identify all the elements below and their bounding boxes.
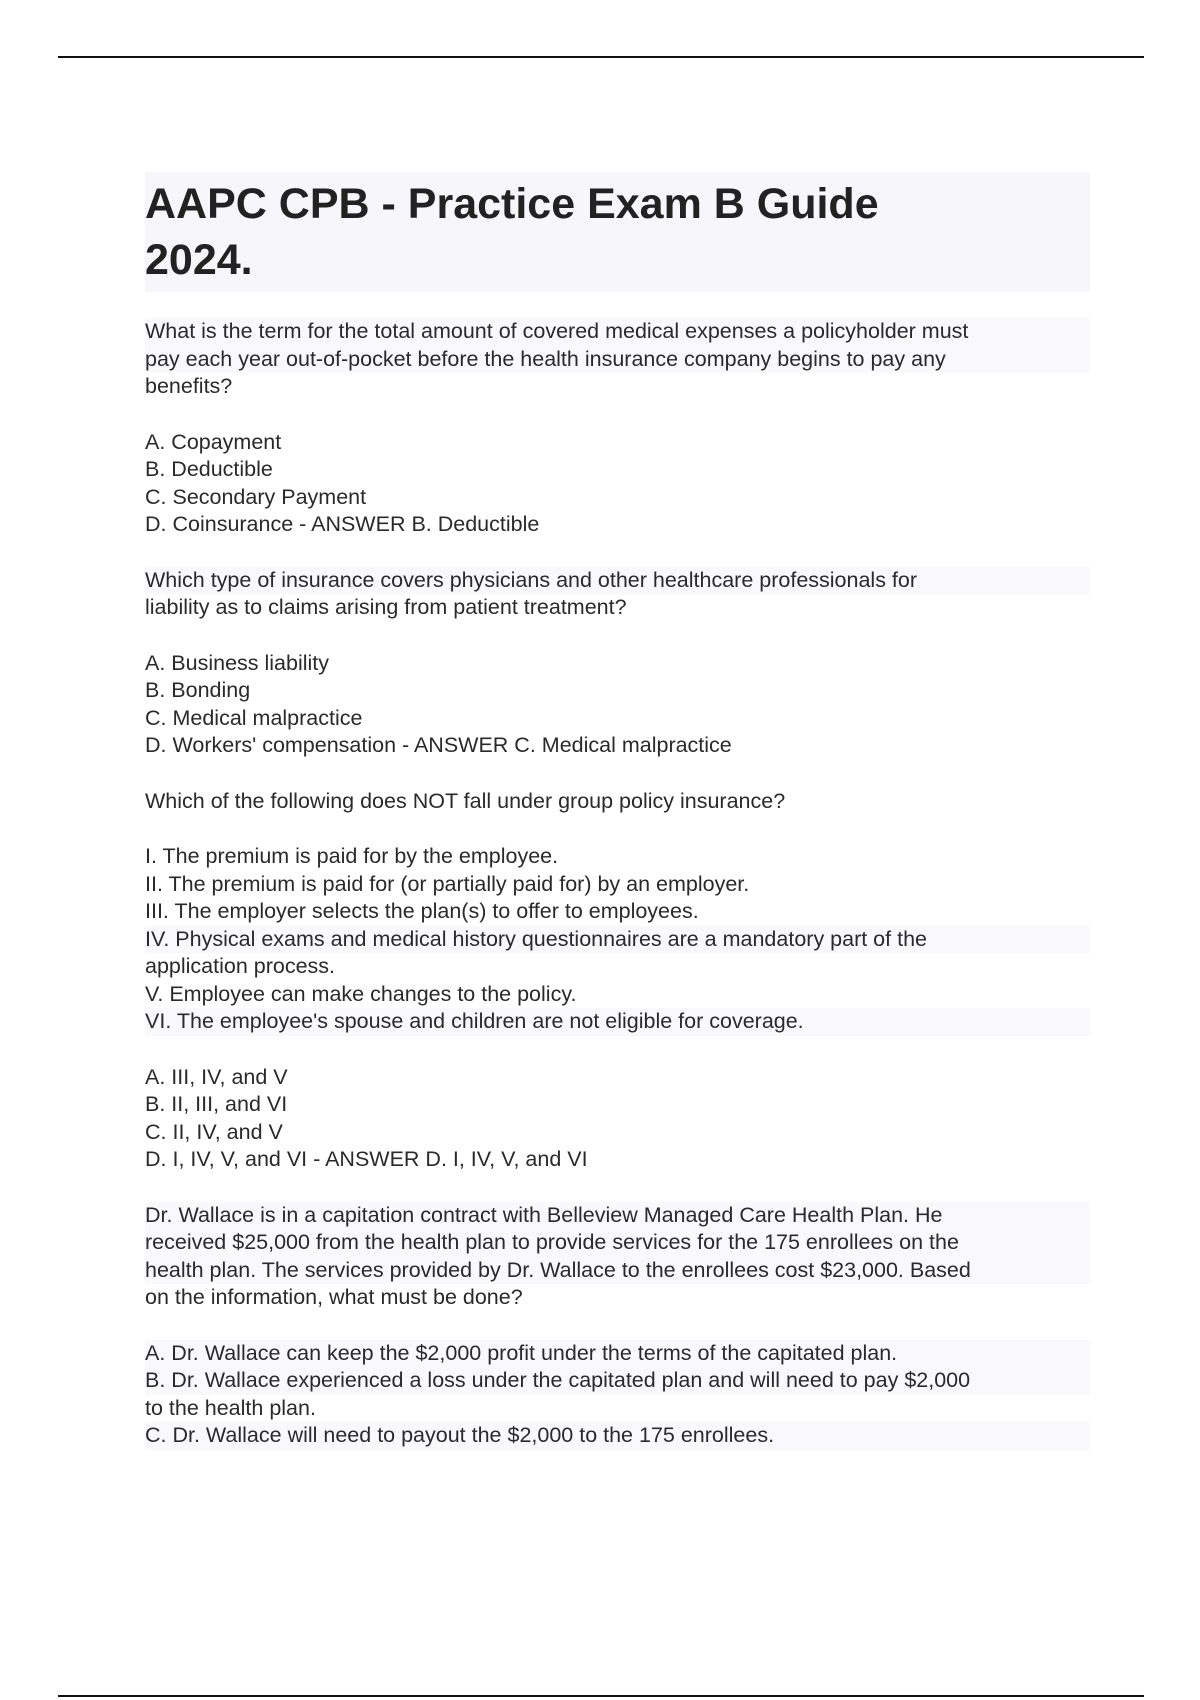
question-stem	[145, 788, 1090, 816]
option-line: B. Dr. Wallace experienced a loss under the capitated plan and will need to pay $2,000	[145, 1367, 1090, 1395]
option-line: A. III, IV, and V	[145, 1064, 288, 1089]
question-1	[145, 318, 1090, 539]
option-line: C. Secondary Payment	[145, 484, 367, 509]
stem-line: benefits?	[145, 374, 233, 398]
answer-options	[145, 650, 1090, 760]
stem-line: Dr. Wallace is in a capitation contract with Belleview Managed Care Health Plan. He	[145, 1202, 1090, 1230]
stem-line: received $25,000 from the health plan to provide services for the 175 enrollees on the	[145, 1229, 1090, 1257]
top-divider	[58, 56, 1144, 58]
stem-line: on the information, what must be done?	[145, 1285, 523, 1309]
option-line: C. Dr. Wallace will need to payout the $2,000 to the 175 enrollees.	[145, 1422, 1090, 1450]
question-2	[145, 567, 1090, 760]
answer-options	[145, 1340, 1090, 1450]
stem-line: liability as to claims arising from patient treatment?	[145, 595, 627, 619]
question-3	[145, 788, 1090, 1174]
question-stem	[145, 567, 1090, 622]
statement-line: II. The premium is paid for (or partially paid for) by an employer.	[145, 871, 750, 896]
question-stem	[145, 1202, 1090, 1312]
stem-line: Which type of insurance covers physicians and other healthcare professionals for	[145, 567, 1090, 595]
option-line: B. Deductible	[145, 457, 273, 481]
statement-line: IV. Physical exams and medical history questionnaires are a mandatory part of the	[145, 926, 1090, 954]
option-line: D. I, IV, V, and VI - ANSWER D. I, IV, V, and VI	[145, 1147, 588, 1171]
stem-line: health plan. The services provided by Dr. Wallace to the enrollees cost $23,000. Based	[145, 1257, 1090, 1285]
answer-options	[145, 1064, 1090, 1174]
stem-line: pay each year out-of-pocket before the health insurance company begins to pay any	[145, 346, 1090, 374]
stem-line: Which of the following does NOT fall under group policy insurance?	[145, 788, 786, 813]
stem-line: What is the term for the total amount of covered medical expenses a policyholder must	[145, 318, 1090, 346]
option-line: B. II, III, and VI	[145, 1092, 288, 1116]
statement-list	[145, 843, 1090, 1036]
option-line: C. Medical malpractice	[145, 705, 363, 730]
question-4	[145, 1202, 1090, 1450]
answer-options	[145, 429, 1090, 539]
statement-line: VI. The employee's spouse and children are not eligible for coverage.	[145, 1008, 1090, 1036]
option-line: A. Copayment	[145, 429, 282, 454]
option-line: to the health plan.	[145, 1395, 316, 1420]
statement-line: application process.	[145, 954, 336, 978]
document-title	[145, 172, 1090, 292]
bottom-divider	[58, 1695, 1144, 1697]
statement-line: I. The premium is paid for by the employee.	[145, 844, 559, 868]
title-line: 2024.	[145, 236, 253, 284]
document-body	[145, 172, 1090, 1478]
statement-line: V. Employee can make changes to the policy.	[145, 981, 577, 1006]
option-line: B. Bonding	[145, 678, 251, 702]
title-line: AAPC CPB - Practice Exam B Guide	[145, 180, 879, 228]
statement-line: III. The employer selects the plan(s) to offer to employees.	[145, 899, 699, 923]
option-line: A. Dr. Wallace can keep the $2,000 profit under the terms of the capitated plan.	[145, 1340, 1090, 1368]
option-line: C. II, IV, and V	[145, 1119, 283, 1144]
option-line: D. Workers' compensation - ANSWER C. Medical malpractice	[145, 733, 732, 757]
option-line: D. Coinsurance - ANSWER B. Deductible	[145, 512, 540, 536]
question-stem	[145, 318, 1090, 401]
option-line: A. Business liability	[145, 650, 330, 675]
